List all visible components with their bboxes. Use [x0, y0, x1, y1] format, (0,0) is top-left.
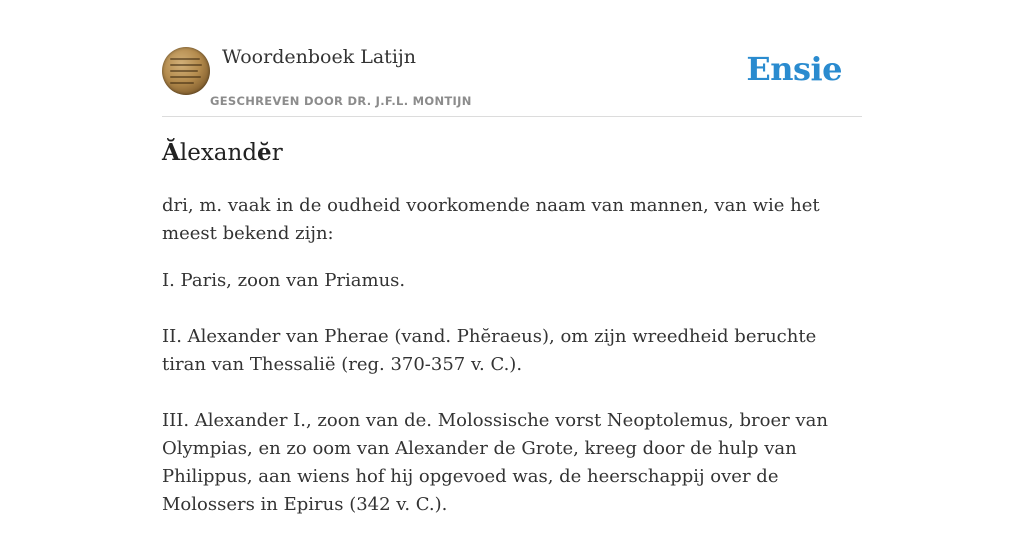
author-byline: GESCHREVEN DOOR DR. J.F.L. MONTIJN	[210, 94, 472, 108]
entry-sense-1: I. Paris, zoon van Priamus.	[162, 270, 406, 291]
entry-content	[162, 192, 862, 547]
entry-title	[162, 139, 283, 166]
entry-title-middle: lexand	[179, 140, 258, 166]
site-header	[162, 44, 862, 117]
book-title[interactable]: Woordenboek Latijn	[222, 46, 417, 68]
entry-title-end: r	[271, 140, 283, 166]
entry-title-bold-a: Ă	[162, 139, 180, 166]
entry-sense-3: III. Alexander I., zoon van de. Molossische vorst Neoptolemus, broer van Olympias, en zo oom van Alexander de Grote, kreeg door de hulp van Philippus, aan wiens hof hij opgevoed was, de heerschappij over de Molossers in Epirus (342 v. C.).	[162, 410, 828, 515]
book-cover-logo[interactable]	[162, 47, 210, 95]
entry-title-bold-e: ĕ	[257, 139, 272, 166]
entry-intro: dri, m. vaak in de oudheid voorkomende naam van mannen, van wie het meest bekend zijn:	[162, 195, 820, 244]
site-logo[interactable]: Ensie	[746, 50, 842, 88]
entry-sense-2: II. Alexander van Pherae (vand. Phĕraeus), om zijn wreedheid beruchte tiran van Thessalië (reg. 370-357 v. C.).	[162, 326, 817, 375]
